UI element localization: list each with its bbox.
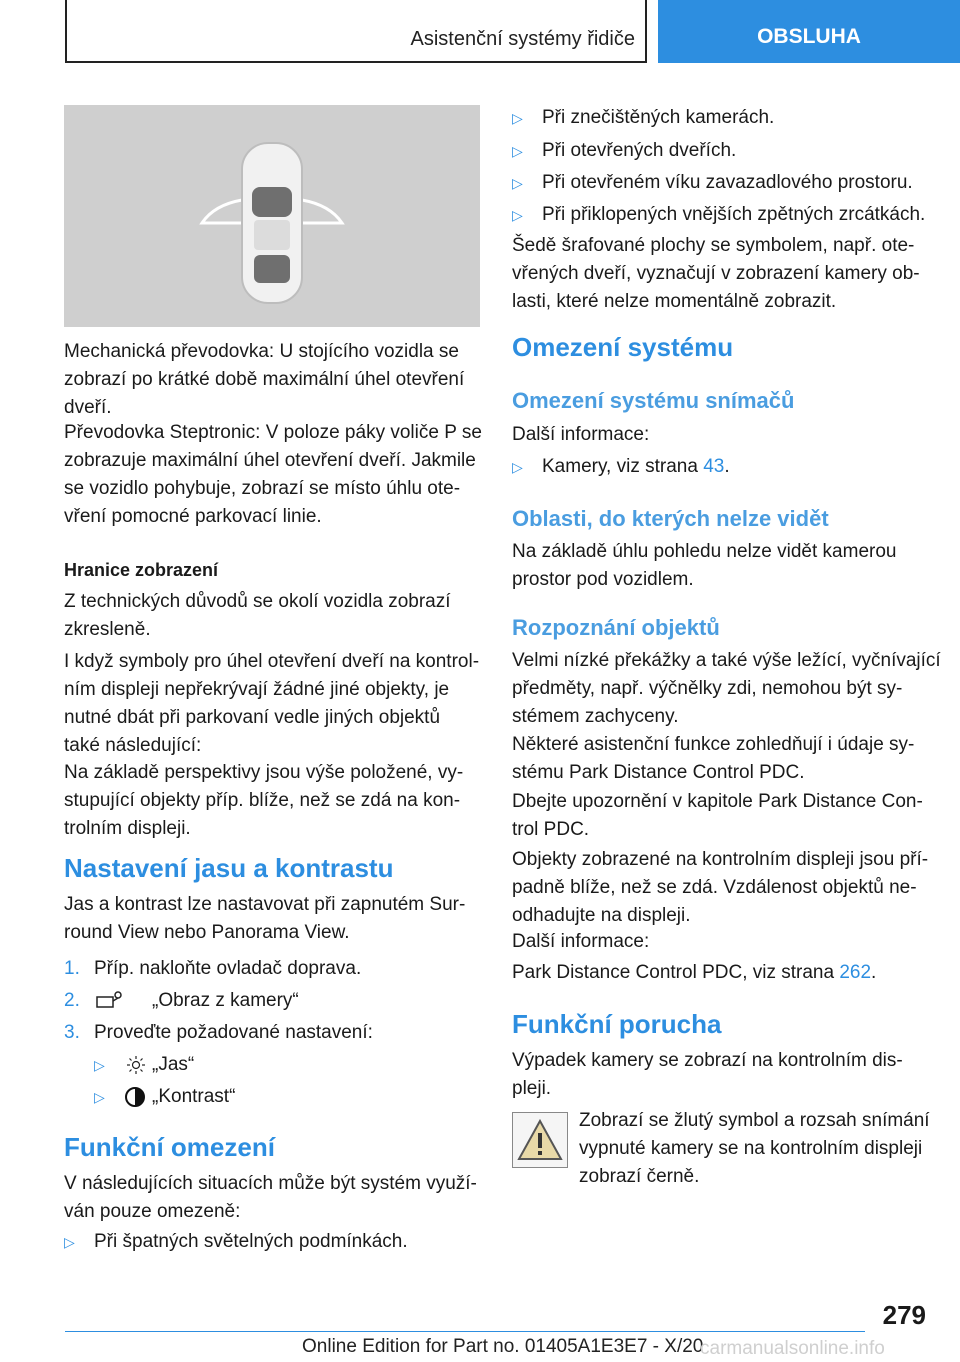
paragraph: Mechanická převodovka: U stojícího vozidla se zobrazí po krátké době maximální úhel otevření dveří.	[64, 341, 465, 418]
paragraph: Park Distance Control PDC, viz strana 262.	[512, 962, 877, 983]
paragraph: I když symboly pro úhel otevření dveří na kontrol- ním displeji nepřekrývají žádné jiné objekty, je nutné dbát při parkovaní vedle jiných objektů také následující:	[64, 651, 480, 756]
section-title: Asistenční systémy řidiče	[410, 28, 635, 50]
paragraph: Na základě perspektivy jsou výše položené, vy- stupující objekty příp. blíže, než se zdá na kon- trolním displeji.	[64, 762, 464, 839]
paragraph: Zobrazí se žlutý symbol a rozsah snímání vypnuté kamery se na kontrolním displeji zobrazí černě.	[579, 1110, 930, 1187]
bullet-item: ▷ Při znečištěných kamerách.	[512, 107, 775, 128]
paragraph: Výpadek kamery se zobrazí na kontrolním dis- pleji.	[512, 1050, 903, 1099]
tab-obsluha[interactable]: OBSLUHA	[658, 0, 960, 63]
paragraph: Šedě šrafované plochy se symbolem, např. ote- vřených dveří, vyznačují v zobrazení kamery ob- lasti, které nelze momentálně zobrazit.	[512, 235, 920, 312]
step-1: 1. Příp. nakloňte ovladač doprava.	[64, 958, 362, 979]
paragraph: Další informace:	[512, 424, 650, 445]
camera-settings-icon	[96, 989, 124, 1018]
heading-functional-limits: Funkční omezení	[64, 1132, 275, 1162]
heading-malfunction: Funkční porucha	[512, 1009, 722, 1039]
warning-icon	[512, 1112, 568, 1168]
footer-watermark: carmanualsonline.info	[700, 1338, 885, 1359]
sun-icon	[126, 1055, 146, 1084]
bullet-cameras: ▷ Kamery, viz strana 43.	[512, 456, 730, 477]
heading-brightness-contrast: Nastavení jasu a kontrastu	[64, 853, 394, 883]
step-2: 2. „Obraz z kamery“	[64, 987, 480, 1015]
heading-object-detection: Rozpoznání objektů	[512, 615, 720, 640]
car-top-view-image	[64, 105, 480, 327]
paragraph: Na základě úhlu pohledu nelze vidět kamerou prostor pod vozidlem.	[512, 541, 897, 590]
bullet-item: ▷ Při špatných světelných podmínkách.	[64, 1231, 408, 1252]
paragraph: V následujících situacích může být systém využí- ván pouze omezeně:	[64, 1173, 477, 1222]
paragraph: Některé asistenční funkce zohledňují i údaje sy- stému Park Distance Control PDC.	[512, 734, 915, 783]
header-box	[65, 0, 647, 63]
sub-bullet-brightness: ▷ „Jas“	[94, 1051, 474, 1079]
heading-blind-areas: Oblasti, do kterých nelze vidět	[512, 506, 829, 531]
paragraph: Objekty zobrazené na kontrolním displeji jsou pří- padně blíže, než se zdá. Vzdálenost objektů ne- odhadujte na displeji.	[512, 849, 929, 926]
footer-edition: Online Edition for Part no. 01405A1E3E7 - X/20	[302, 1336, 704, 1357]
sub-bullet-contrast: ▷ „Kontrast“	[94, 1083, 474, 1111]
contrast-icon	[124, 1086, 146, 1117]
page-number: 279	[882, 1300, 926, 1330]
page-link-43[interactable]: 43	[703, 456, 725, 477]
paragraph: Z technických důvodů se okolí vozidla zobrazí zkresleně.	[64, 591, 451, 640]
heading-sensor-limits: Omezení systému snímačů	[512, 388, 795, 413]
page-link-262[interactable]: 262	[839, 962, 872, 983]
bullet-item: ▷ Při otevřeném víku zavazadlového prostoru.	[512, 172, 913, 193]
bullet-item: ▷ Při přiklopených vnějších zpětných zrcátkách.	[512, 204, 926, 225]
subheading: Hranice zobrazení	[64, 560, 219, 580]
step-3: 3. Proveďte požadované nastavení:	[64, 1022, 373, 1043]
paragraph: Další informace:	[512, 931, 650, 952]
paragraph: Jas a kontrast lze nastavovat při zapnutém Sur- round View nebo Panorama View.	[64, 894, 466, 943]
paragraph: Převodovka Steptronic: V poloze páky voliče P se zobrazuje maximální úhel otevření dveří. Jakmile se vozidlo pohybuje, zobrazí se místo úhlu ote- vření pomocné parkovací linie.	[64, 422, 482, 527]
bullet-item: ▷ Při otevřených dveřích.	[512, 140, 737, 161]
paragraph: Velmi nízké překážky a také výše ležící, vyčnívající předměty, např. výčnělky zdi, nemohou být sy- stémem zachyceny.	[512, 650, 941, 727]
footer-divider	[65, 1331, 865, 1332]
car-illustration	[64, 105, 480, 327]
heading-system-limits: Omezení systému	[512, 332, 734, 362]
paragraph: Dbejte upozornění v kapitole Park Distance Con- trol PDC.	[512, 791, 923, 840]
